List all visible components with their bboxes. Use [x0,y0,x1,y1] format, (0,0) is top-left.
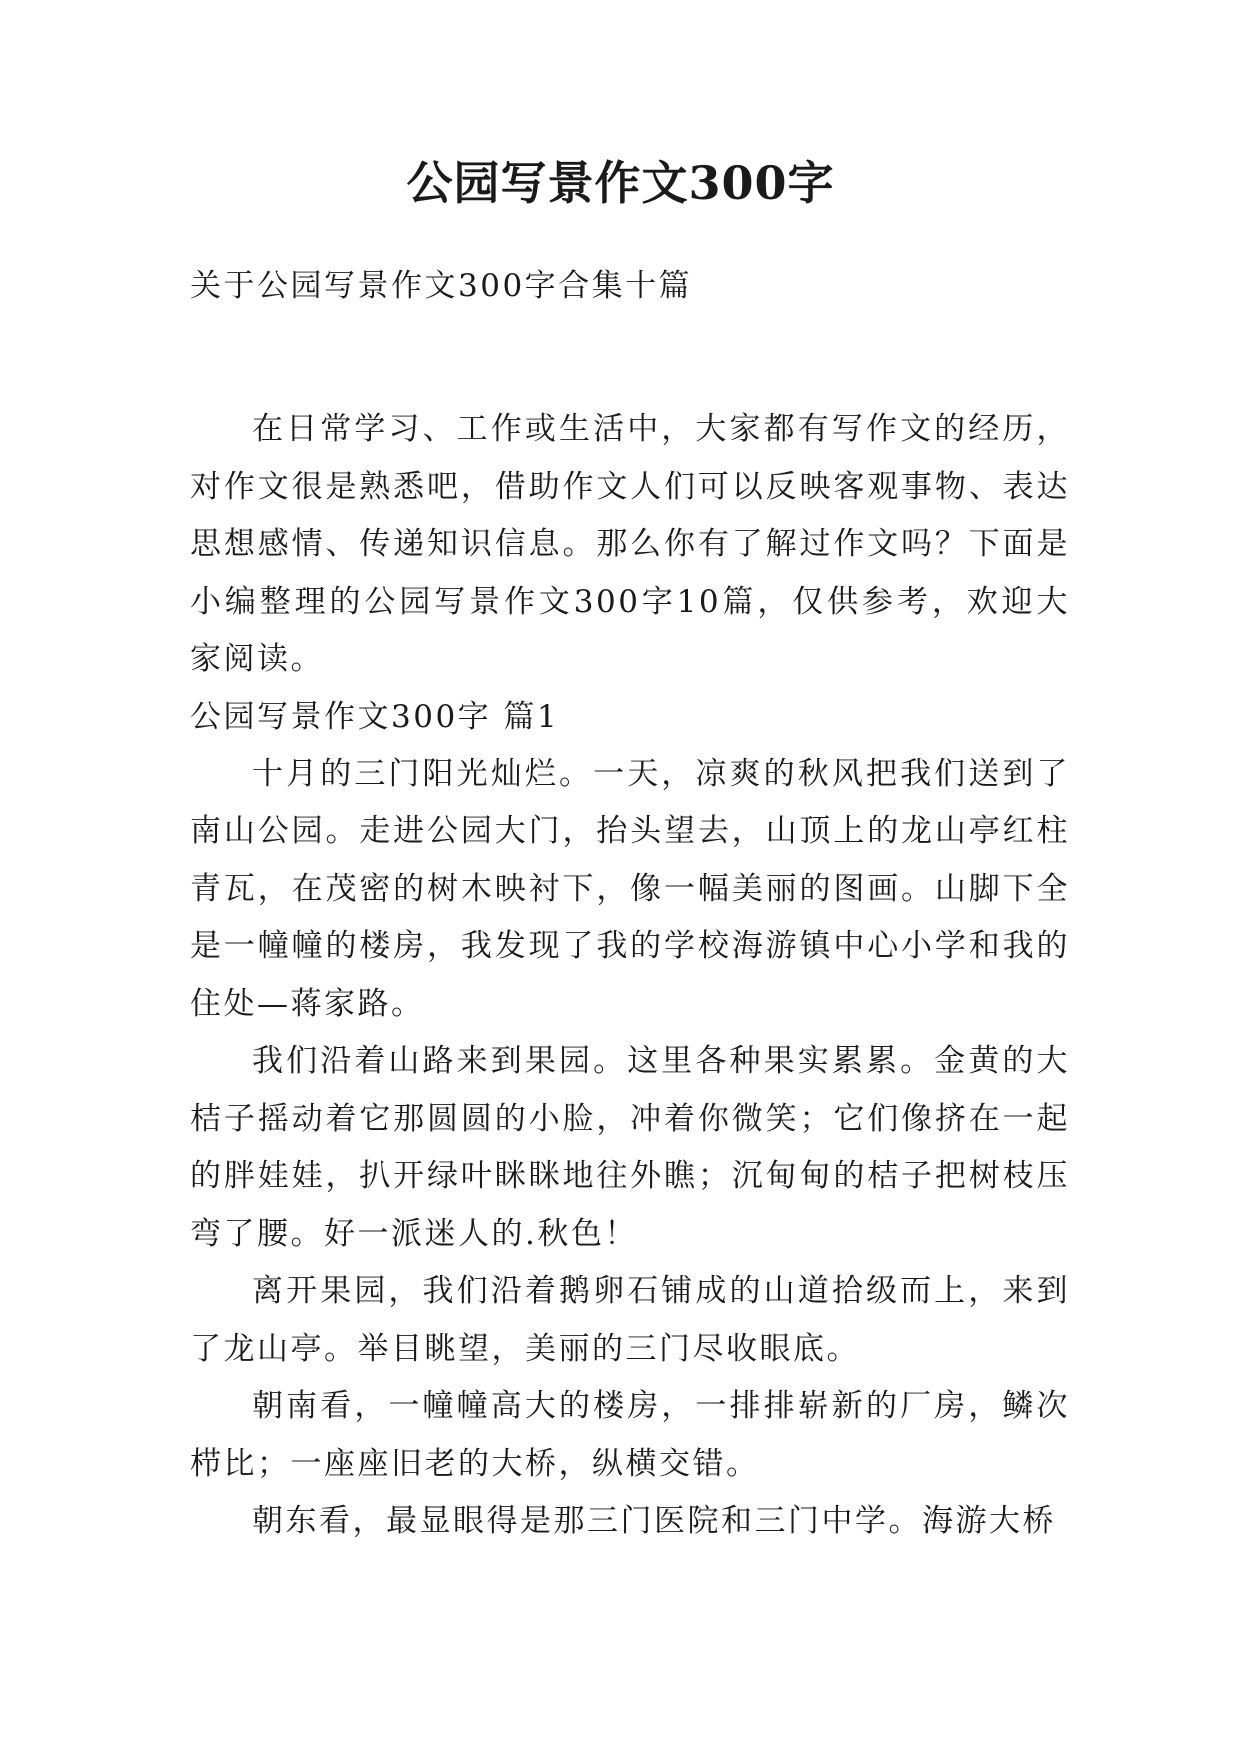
intro-paragraph: 在日常学习、工作或生活中，大家都有写作文的经历，对作文很是熟悉吧，借助作文人们可以反映客观事物、表达思想感情、传递知识信息。那么你有了解过作文吗？下面是小编整理的公园写景作文300字10篇，仅供参考，欢迎大家阅读。 [190,411,1070,677]
document-title: 公园写景作文300字 [406,156,835,210]
body-paragraph: 我们沿着山路来到果园。这里各种果实累累。金黄的大桔子摇动着它那圆圆的小脸，冲着你微笑；它们像挤在一起的胖娃娃，扒开绿叶眯眯地往外瞧；沉甸甸的桔子把树枝压弯了腰。好一派迷人的.秋色！ [190,1043,1070,1252]
body-paragraph: 朝东看，最显眼得是那三门医院和三门中学。海游大桥 [252,1503,1056,1539]
body-paragraph: 十月的三门阳光灿烂。一天，凉爽的秋风把我们送到了南山公园。走进公园大门，抬头望去，山顶上的龙山亭红柱青瓦，在茂密的树木映衬下，像一幅美丽的图画。山脚下全是一幢幢的楼房，我发现了我的学校海游镇中心小学和我的住处—蒋家路。 [190,755,1070,1022]
document-subtitle: 关于公园写景作文300字合集十篇 [190,268,693,304]
document-body [190,258,1070,1551]
body-paragraph: 离开果园，我们沿着鹅卵石铺成的山道拾级而上，来到了龙山亭。举目眺望，美丽的三门尽收眼底。 [190,1273,1070,1367]
spacer [190,315,1070,401]
section-heading: 公园写景作文300字 篇1 [190,698,560,735]
body-paragraph: 朝南看，一幢幢高大的楼房，一排排崭新的厂房，鳞次栉比；一座座旧老的大桥，纵横交错。 [190,1388,1070,1482]
